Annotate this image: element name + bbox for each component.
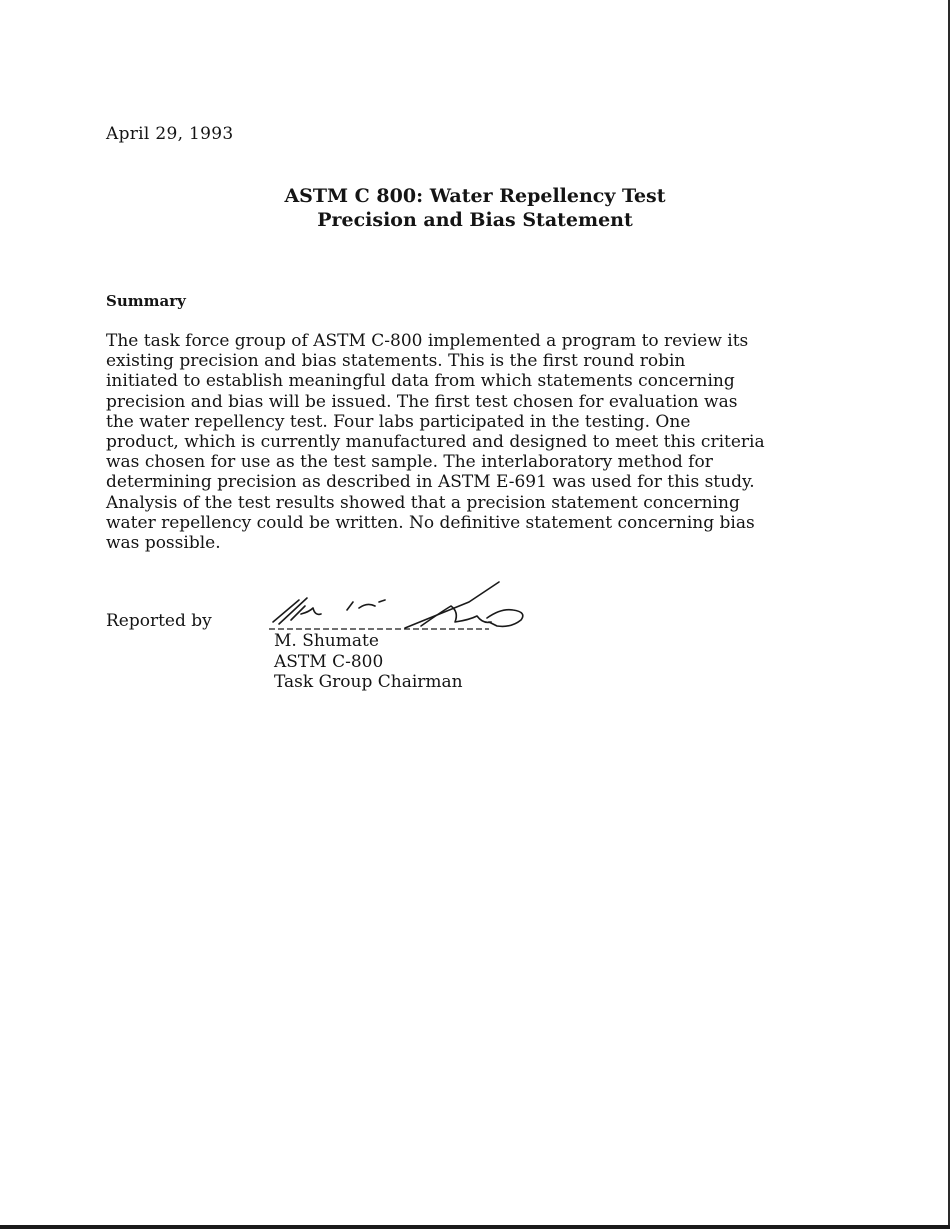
- summary-line: precision and bias will be issued. The first test chosen for evaluation was: [106, 391, 738, 412]
- signer-name: M. Shumate: [274, 631, 379, 651]
- summary-line: The task force group of ASTM C-800 implemented a program to review its: [106, 331, 749, 351]
- summary-line: determining precision as described in ASTM E-691 was used for this study.: [106, 472, 755, 493]
- document-date: April 29, 1993: [106, 124, 234, 144]
- summary-line: the water repellency test. Four labs participated in the testing. One: [106, 411, 691, 432]
- summary-paragraph: [106, 331, 846, 553]
- summary-line: Analysis of the test results showed that a precision statement concerning: [106, 492, 740, 513]
- summary-line: water repellency could be written. No definitive statement concerning bias: [106, 512, 755, 533]
- summary-heading: Summary: [106, 292, 186, 310]
- document-title: [0, 184, 950, 232]
- summary-line: product, which is currently manufactured and designed to meet this criteria: [106, 432, 765, 453]
- summary-line: initiated to establish meaningful data from which statements concerning: [106, 371, 735, 392]
- signer-organization: ASTM C-800: [274, 651, 384, 672]
- summary-line: existing precision and bias statements. This is the first round robin: [106, 351, 686, 372]
- reported-by-label: Reported by: [106, 611, 212, 631]
- title-line-1: ASTM C 800: Water Repellency Test: [284, 185, 666, 207]
- title-line-2: Precision and Bias Statement: [317, 209, 633, 231]
- page-edge-bottom: [0, 1225, 950, 1229]
- summary-line: was chosen for use as the test sample. The interlaboratory method for: [106, 452, 713, 473]
- handwritten-signature: [255, 572, 535, 640]
- signer-role: Task Group Chairman: [274, 672, 463, 692]
- signer-block: [274, 631, 463, 693]
- summary-line: was possible.: [106, 533, 221, 554]
